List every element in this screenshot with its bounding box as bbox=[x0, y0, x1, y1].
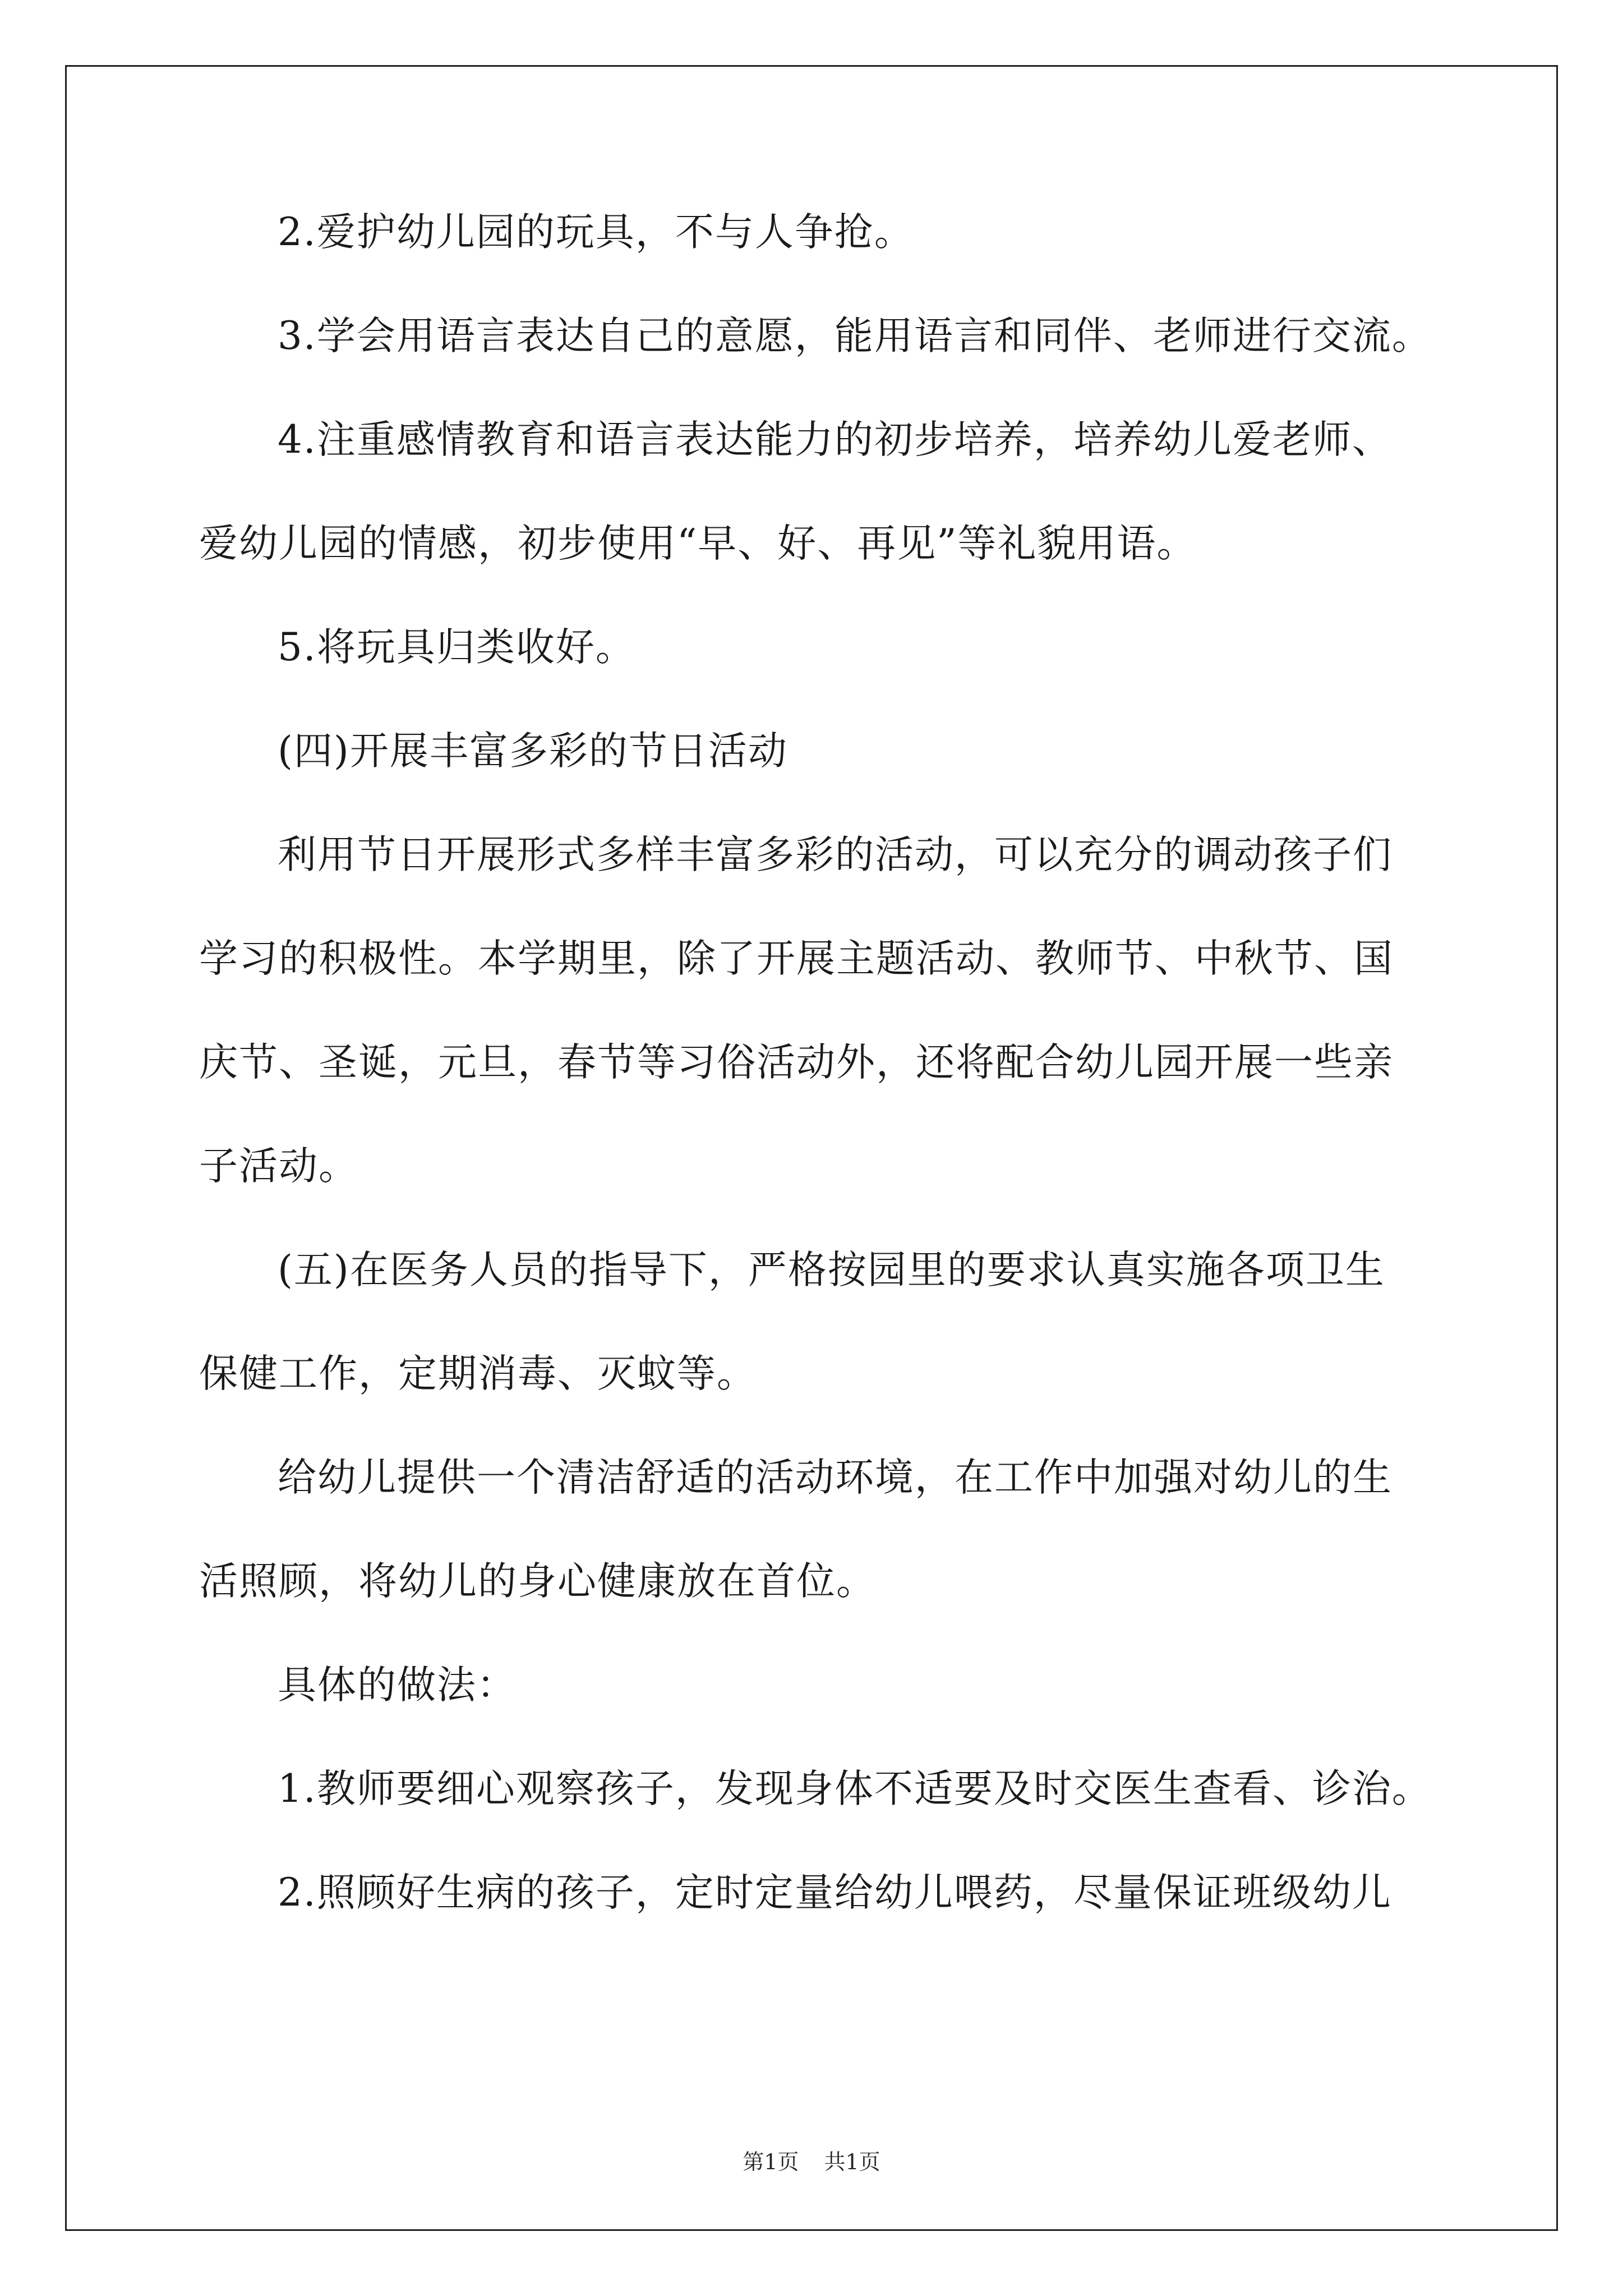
text-line: 2.照顾好生病的孩子，定时定量给幼儿喂药，尽量保证班级幼儿 bbox=[278, 1870, 1392, 1915]
text-line: 保健工作，定期消毒、灭蚊等。 bbox=[199, 1351, 757, 1396]
section-heading: (四)开展丰富多彩的节日活动 bbox=[278, 729, 788, 774]
text-line: 1.教师要细心观察孩子，发现身体不适要及时交医生查看、诊治。 bbox=[278, 1766, 1432, 1811]
text-line: 庆节、圣诞，元旦，春节等习俗活动外，还将配合幼儿园开展一些亲 bbox=[199, 1040, 1394, 1085]
text-line: 子活动。 bbox=[199, 1144, 358, 1189]
text-line: 2.爱护幼儿园的玩具，不与人争抢。 bbox=[278, 210, 914, 255]
text-line: 给幼儿提供一个清洁舒适的活动环境，在工作中加强对幼儿的生 bbox=[278, 1455, 1393, 1500]
text-line: 4.注重感情教育和语言表达能力的初步培养，培养幼儿爱老师、 bbox=[278, 417, 1392, 462]
text-line: 利用节日开展形式多样丰富多彩的活动，可以充分的调动孩子们 bbox=[278, 832, 1393, 877]
section-heading: (五)在医务人员的指导下，严格按园里的要求认真实施各项卫生 bbox=[278, 1248, 1385, 1292]
text-line: 5.将玩具归类收好。 bbox=[278, 625, 635, 670]
page-footer bbox=[0, 2151, 1623, 2173]
text-line: 3.学会用语言表达自己的意愿，能用语言和同伴、老师进行交流。 bbox=[278, 314, 1432, 358]
text-line: 爱幼儿园的情感，初步使用“早、好、再见”等礼貌用语。 bbox=[199, 521, 1197, 566]
page-total: 共1页 bbox=[824, 2150, 880, 2174]
text-line: 具体的做法： bbox=[278, 1663, 517, 1708]
text-line: 学习的积极性。本学期里，除了开展主题活动、教师节、中秋节、国 bbox=[199, 936, 1394, 981]
text-line: 活照顾，将幼儿的身心健康放在首位。 bbox=[199, 1559, 876, 1604]
page-number: 第1页 bbox=[743, 2150, 799, 2174]
